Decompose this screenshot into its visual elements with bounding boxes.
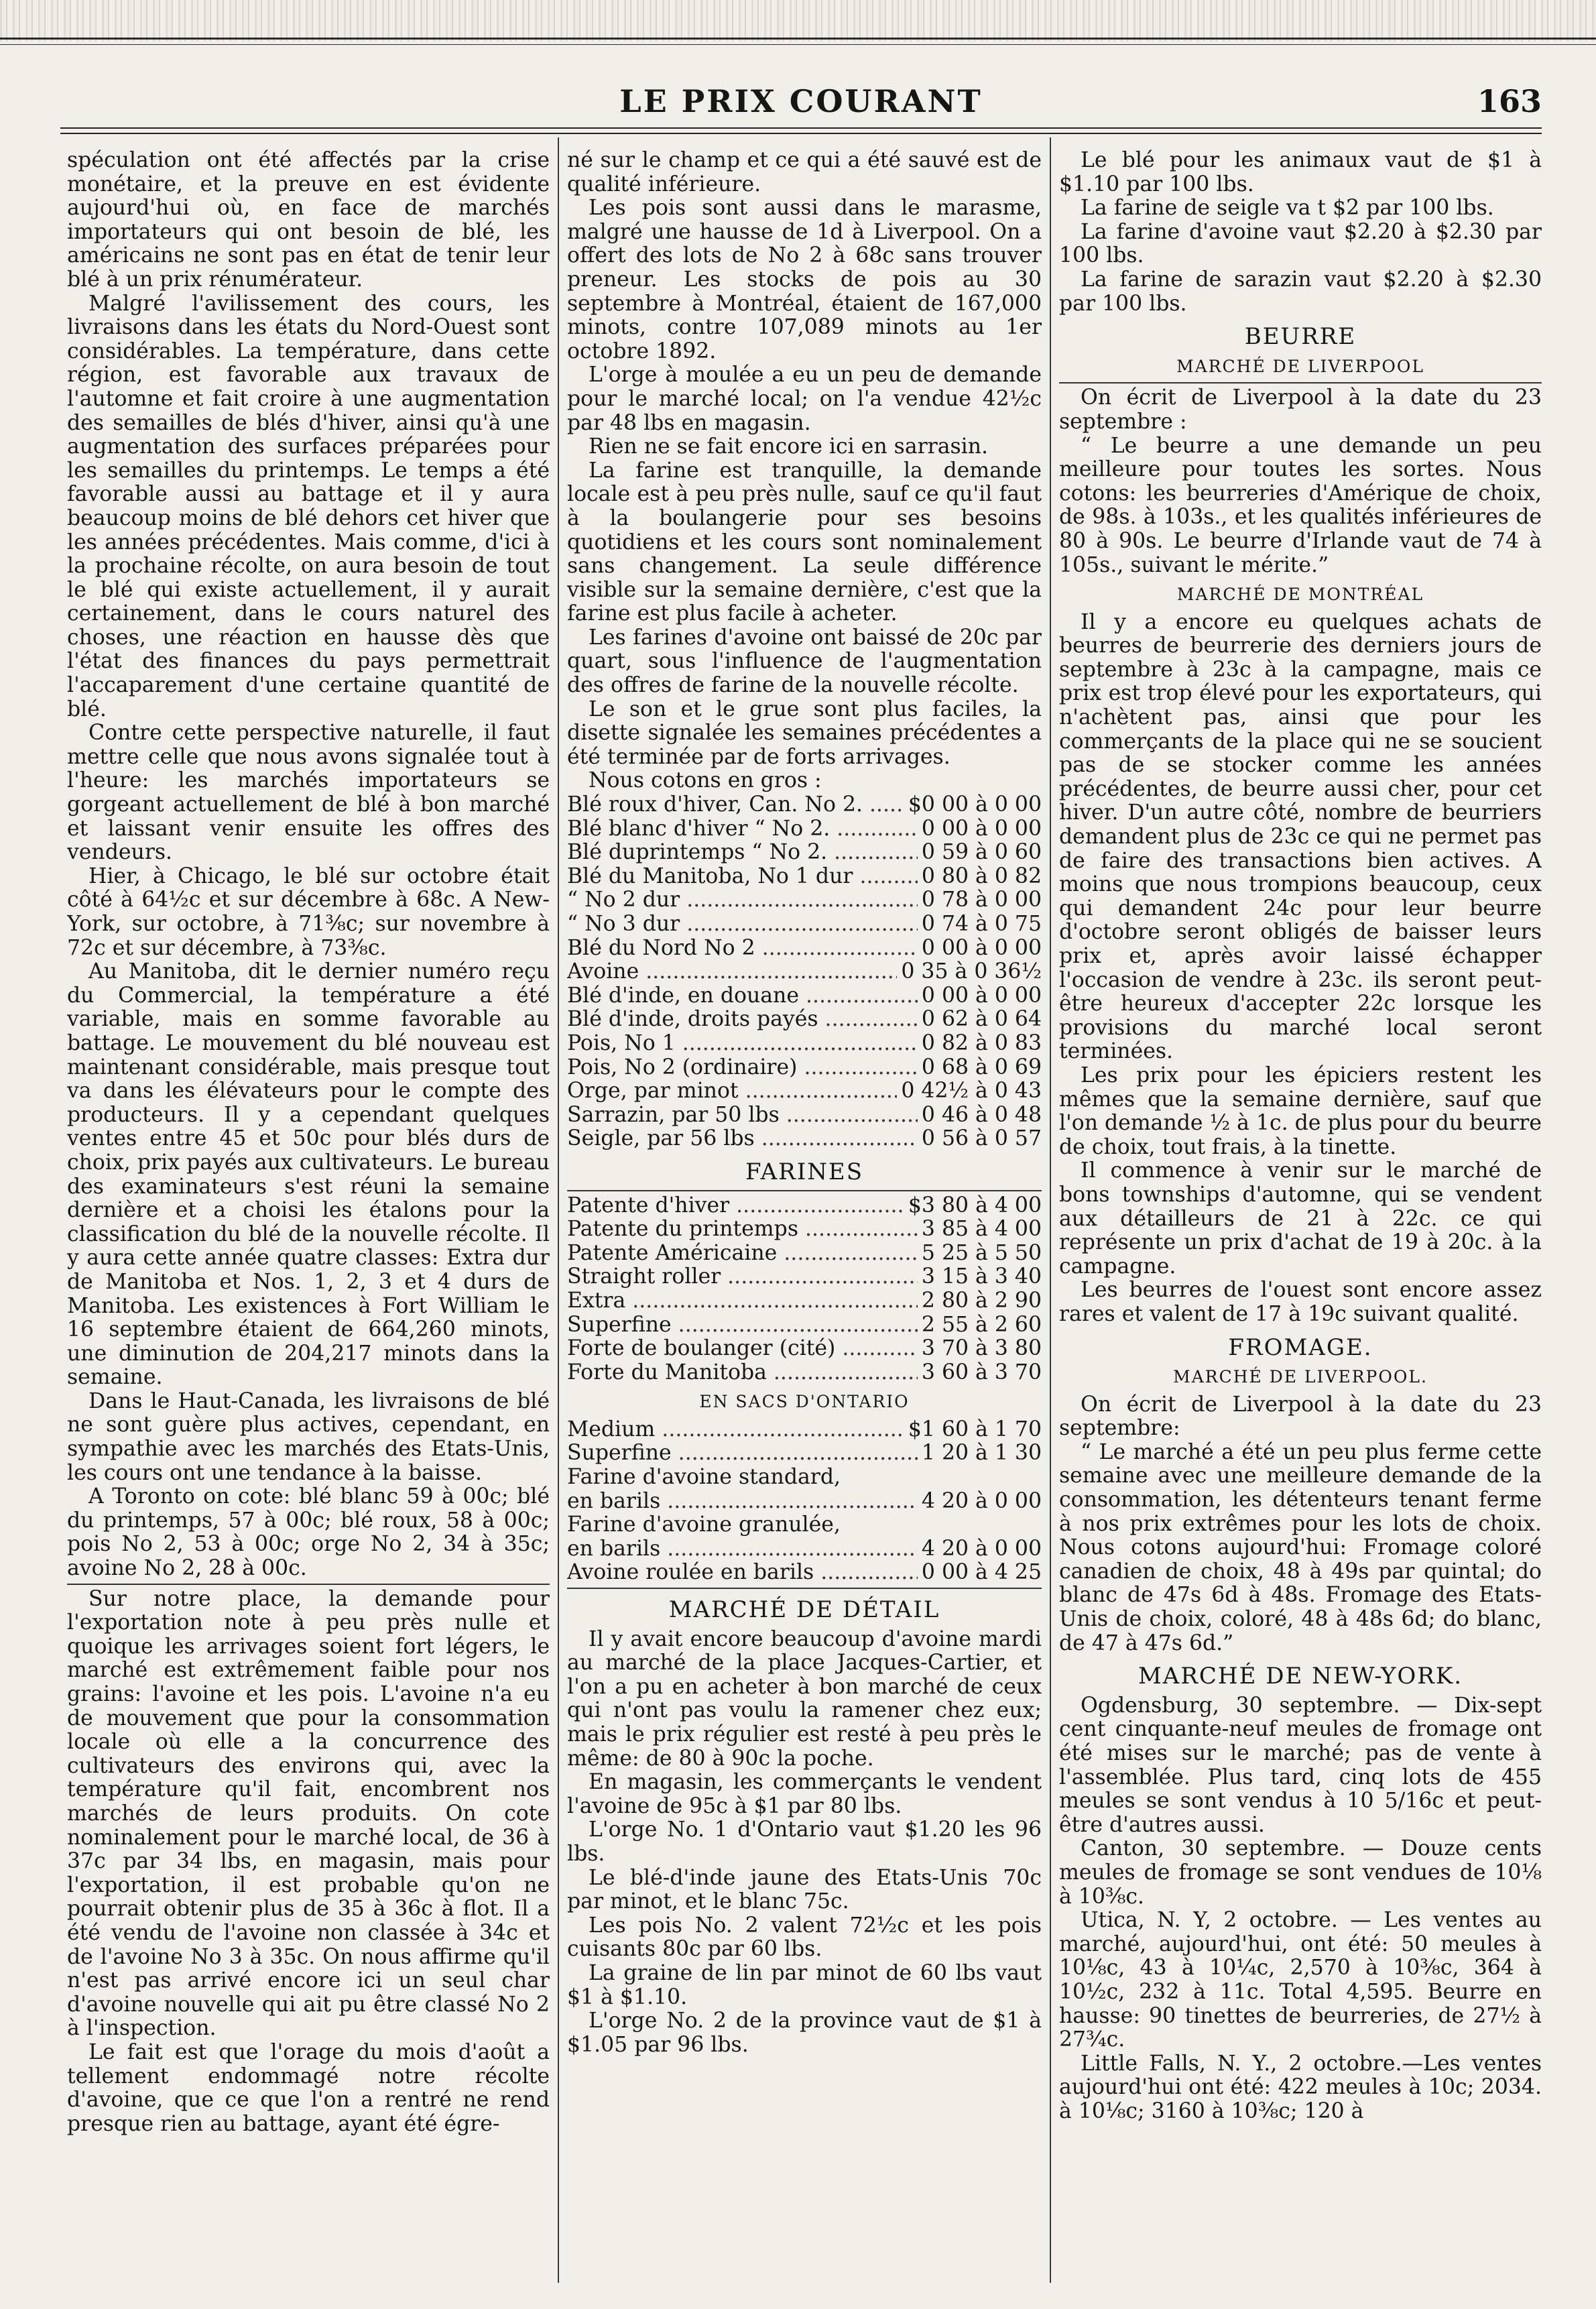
- price-label: Medium .....: [567, 1418, 904, 1442]
- paragraph: L'orge No. 1 d'Ontario vaut $1.20 les 96 lbs.: [567, 1818, 1042, 1866]
- price-row: [567, 1466, 1042, 1490]
- sacs-heading: EN SACS D'ONTARIO: [699, 1392, 910, 1412]
- paragraph: On écrit de Liverpool à la date du 23 septembre:: [1059, 1392, 1542, 1441]
- price-value: [1038, 1466, 1042, 1490]
- column-3: [1059, 149, 1542, 2274]
- price-value: 0 74 à 0 75: [921, 912, 1042, 936]
- price-value: 0 35 à 0 36½: [901, 959, 1042, 984]
- price-label: Farine d'avoine granulée,: [567, 1513, 841, 1537]
- beurre-liverpool-heading: MARCHÉ DE LIVERPOOL: [1176, 356, 1424, 376]
- top-rule: [0, 38, 1596, 40]
- price-label: Extra .....: [567, 1289, 918, 1313]
- price-row: [567, 1337, 1042, 1361]
- paragraph: Sur notre place, la demande pour l'exportation note à peu près nulle et quoique les arrivages soient fort légers, le marché est extrêmement faible pour nos grains: l'avoine et les pois. L'avoine n'a eu de mouvement que pour la consommation locale où elle a la concurrence des cultivateurs des environs qui, avec la température qu'il fait, encombrent nos marchés de leurs produits. On cote nominalement pour le marché local, de 36 à 37c par 34 lbs, en magasin, mais pour l'exportation, il est probable qu'on ne pourrait obtenir plus de 35 à 36c à flot. Il a été vendu de l'avoine non classée à 34c et de l'avoine No 3 à 35c. On nous affirme qu'il n'est pas arrivé encore ici un seul char d'avoine nouvelle qui ait pu être classé No 2 à l'inspection.: [67, 1586, 550, 2041]
- beurre-montreal-heading: MARCHÉ DE MONTRÉAL: [1176, 585, 1424, 605]
- paragraph: Les pois sont aussi dans le marasme, malgré une hausse de 1d à Liverpool. On a offert des lots de No 2 à 68c sans trouver preneur. Les stocks de pois au 30 septembre à Montréal, étaient de 167,000 minots, contre 107,089 minots au 1er octobre 1892.: [567, 196, 1042, 363]
- price-row: [567, 1513, 1042, 1537]
- page-title: LE PRIX COURANT: [619, 83, 983, 119]
- price-label: Blé roux d'hiver, Can. No 2. .....: [567, 793, 904, 817]
- grains-price-table: [567, 793, 1042, 1151]
- divider: [1059, 382, 1542, 383]
- column-divider-1: [558, 137, 559, 2283]
- price-row: [567, 1490, 1042, 1514]
- price-row: [567, 1194, 1042, 1218]
- paragraph: L'orge à moulée a eu un peu de demande pour le marché local; on l'a vendue 42½c par 48 lbs en magasin.: [567, 363, 1042, 435]
- price-value: 0 46 à 0 48: [921, 1102, 1042, 1127]
- price-value: 1 20 à 1 30: [921, 1441, 1042, 1466]
- paragraph: Le blé-d'inde jaune des Etats-Unis 70c par minot, et le blanc 75c.: [567, 1865, 1042, 1914]
- paragraph: Rien ne se fait encore ici en sarrasin.: [589, 434, 989, 459]
- price-row: [567, 888, 1042, 912]
- price-label: Patente Américaine .....: [567, 1242, 918, 1266]
- price-row: [567, 1537, 1042, 1561]
- price-row: [567, 793, 1042, 817]
- paragraph: Il y avait encore beaucoup d'avoine mardi au marché de la place Jacques-Cartier, et l'on a pu en acheter à bon marché de ceux qui n'ont pas voulu la ramener chez eux; mais le prix régulier est resté à peu près le même: de 80 à 90c la poche.: [567, 1626, 1042, 1771]
- paragraph: Hier, à Chicago, le blé sur octobre était côté à 64½c et sur décembre à 68c. A New-York, sur octobre, à 71⅜c; sur novembre à 72c et sur décembre, à 73⅜c.: [67, 864, 550, 960]
- page-number: 163: [1477, 83, 1542, 119]
- beurre-heading: BEURRE: [1244, 323, 1357, 351]
- paragraph: La farine de seigle va t $2 par 100 lbs.: [1081, 196, 1494, 221]
- paragraph: Utica, N. Y, 2 octobre. — Les ventes au marché, aujourd'hui, ont été: 50 meules à 10⅛c, 43 à 10¼c, 2,570 à 10⅜c, 364 à 10½c, 232 à 11c. Total 4,595. Beurre en hausse: 90 tinettes de beurreries, de 27½ à 27¾c.: [1059, 1908, 1542, 2052]
- price-value: [1038, 1513, 1042, 1537]
- column-2: [567, 149, 1042, 2274]
- price-label: “ No 2 dur .....: [567, 888, 918, 912]
- paragraph: La graine de lin par minot de 60 lbs vaut $1 à $1.10.: [567, 1960, 1042, 2009]
- price-row: [567, 1561, 1042, 1585]
- price-label: Superfine .....: [567, 1441, 918, 1466]
- scanned-top-edge: [0, 0, 1596, 42]
- price-label: Blé duprintemps “ No 2. .....: [567, 841, 918, 865]
- price-label: Pois, No 1 .....: [567, 1032, 918, 1056]
- price-value: 5 25 à 5 50: [921, 1240, 1042, 1265]
- price-value: $3 80 à 4 00: [908, 1193, 1042, 1218]
- price-value: 4 20 à 0 00: [921, 1488, 1042, 1513]
- price-row: [567, 1218, 1042, 1242]
- price-value: 3 70 à 3 80: [921, 1336, 1042, 1361]
- paragraph: Le son et le grue sont plus faciles, la disette signalée les semaines précédentes a été terminée par de forts arrivages.: [567, 697, 1042, 769]
- price-label: Blé d'inde, en douane .....: [567, 984, 918, 1008]
- price-label: Patente d'hiver .....: [567, 1194, 904, 1218]
- price-value: 0 56 à 0 57: [921, 1126, 1042, 1151]
- price-row: [567, 1008, 1042, 1032]
- header-rule: [60, 127, 1542, 134]
- page-header: [60, 79, 1542, 126]
- price-row: [567, 1127, 1042, 1151]
- price-value: 0 00 à 0 00: [921, 935, 1042, 960]
- price-value: 3 85 à 4 00: [921, 1217, 1042, 1242]
- divider: [567, 1588, 1042, 1589]
- paragraph: spéculation ont été affectés par la crise monétaire, et la preuve en est évidente aujourd'hui où, en face de marchés importateurs qui ont besoin de blé, les américains ne sont pas en état de tenir leur blé à un prix rénumérateur.: [67, 149, 550, 292]
- grains-intro: Nous cotons en gros :: [589, 768, 822, 793]
- paragraph: En magasin, les commerçants le vendent l'avoine de 95c à $1 par 80 lbs.: [567, 1770, 1042, 1818]
- price-row: [567, 817, 1042, 841]
- paragraph: Le blé pour les animaux vaut de $1 à $1.10 par 100 lbs.: [1059, 149, 1542, 196]
- paragraph: Les farines d'avoine ont baissé de 20c par quart, sous l'influence de l'augmentation des offres de farine de la nouvelle récolte.: [567, 625, 1042, 698]
- paragraph: L'orge No. 2 de la province vaut de $1 à $1.05 par 96 lbs.: [567, 2009, 1042, 2057]
- price-value: 3 60 à 3 70: [921, 1360, 1042, 1384]
- price-row: [567, 1441, 1042, 1466]
- paragraph: Les beurres de l'ouest sont encore assez rares et valent de 17 à 19c suivant qualité.: [1059, 1278, 1542, 1326]
- paragraph: La farine d'avoine vaut $2.20 à $2.30 par 100 lbs.: [1059, 219, 1542, 268]
- price-label: Sarrazin, par 50 lbs .....: [567, 1104, 918, 1128]
- price-label: “ No 3 dur .....: [567, 912, 918, 937]
- price-label: Avoine .....: [567, 960, 897, 984]
- price-label: Blé d'inde, droits payés .....: [567, 1008, 918, 1032]
- price-value: 0 78 à 0 00: [921, 888, 1042, 912]
- price-label: Orge, par minot .....: [567, 1079, 897, 1104]
- price-row: [567, 841, 1042, 865]
- paragraph: Dans le Haut-Canada, les livraisons de blé ne sont guère plus actives, cependant, en sympathie avec les marchés des Etats-Unis, les cours ont une tendance à la baisse.: [67, 1388, 550, 1485]
- price-value: 4 20 à 0 00: [921, 1536, 1042, 1561]
- price-row: [567, 1418, 1042, 1442]
- price-label: Blé du Manitoba, No 1 dur .....: [567, 865, 918, 889]
- paragraph: né sur le champ et ce qui a été sauvé est de qualité inférieure.: [567, 149, 1042, 196]
- price-row: [567, 960, 1042, 984]
- paragraph: Ogdensburg, 30 septembre. — Dix-sept cent cinquante-neuf meules de fromage ont été mises sur le marché; pas de vente à l'assemblée. Plus tard, cinq lots de 455 meules se sont vendus à 10 5/16c et peut-être d'autres aussi.: [1059, 1693, 1542, 1837]
- price-value: 2 80 à 2 90: [921, 1288, 1042, 1313]
- divider: [567, 1190, 1042, 1191]
- paragraph: A Toronto on cote: blé blanc 59 à 00c; blé du printemps, 57 à 00c; blé roux, 58 à 00c; pois No 2, 53 à 00c; orge No 2, 34 à 35c; avoine No 2, 28 à 00c.: [67, 1484, 550, 1581]
- detail-heading: MARCHÉ DE DÉTAIL: [668, 1596, 940, 1624]
- price-value: 2 55 à 2 60: [921, 1312, 1042, 1337]
- paragraph: La farine est tranquille, la demande locale est à peu près nulle, sauf ce qu'il faut à la boulangerie pour ses besoins quotidiens et les cours sont nominalement sans changement. La seule différence visible sur la semaine dernière, c'est que la farine est plus facile à acheter.: [567, 458, 1042, 626]
- paragraph: Il y a encore eu quelques achats de beurres de beurrerie des derniers jours de septembre à 23c à la campagne, mais ce prix est trop élevé pour les exportateurs, qui n'achètent pas, ainsi que pour les commerçants de la place qui ne se soucient pas de se stocker comme les années précédentes, de beurre aussi cher, pour cet hiver. D'un autre côté, nombre de beurriers demandent plus de 23c ce qui ne permet pas de faire des transactions bien actives. A moins que nous trompions beaucoup, ceux qui demandent 24c pour leur beurre d'octobre seront obligés de baisser leurs prix et, après avoir laissé échapper l'occasion de vendre à 23c. ils seront peut-être heureux d'accepter 22c lorsque les provisions du marché local seront terminées.: [1059, 609, 1542, 1064]
- column-1: [67, 149, 550, 2274]
- price-label: Pois, No 2 (ordinaire) .....: [567, 1056, 918, 1080]
- paragraph: “ Le marché a été un peu plus ferme cette semaine avec une meilleure demande de la consommation, les détenteurs tenant ferme à nos prix extrêmes pour les lots de choix. Nous cotons aujourd'hui: Fromage coloré canadien de choix, 48 à 49s par quintal; do blanc de 47s 6d à 48s. Fromage des Etats-Unis de choix, coloré, 48 à 48s 6d; do blanc, de 47 à 47s 6d.”: [1059, 1439, 1542, 1655]
- price-value: $0 00 à 0 00: [908, 792, 1042, 817]
- price-value: 0 00 à 0 00: [921, 983, 1042, 1008]
- price-row: [567, 1361, 1042, 1385]
- paragraph: Canton, 30 septembre. — Douze cents meules de fromage se sont vendues de 10⅛ à 10⅜c.: [1059, 1836, 1542, 1909]
- price-row: [567, 912, 1042, 937]
- price-label: en barils .....: [567, 1490, 918, 1514]
- price-row: [567, 1242, 1042, 1266]
- price-label: Seigle, par 56 lbs .....: [567, 1127, 918, 1151]
- price-row: [567, 1104, 1042, 1128]
- price-row: [567, 937, 1042, 961]
- price-label: Forte du Manitoba .....: [567, 1361, 918, 1385]
- paragraph: On écrit de Liverpool à la date du 23 septembre :: [1059, 386, 1542, 434]
- price-value: 3 15 à 3 40: [921, 1264, 1042, 1289]
- price-value: 0 00 à 4 25: [921, 1560, 1042, 1585]
- price-row: [567, 984, 1042, 1008]
- paragraph: La farine de sarazin vaut $2.20 à $2.30 par 100 lbs.: [1059, 267, 1542, 316]
- price-label: Patente du printemps .....: [567, 1218, 918, 1242]
- sacs-price-table: [567, 1418, 1042, 1585]
- price-value: 0 59 à 0 60: [921, 840, 1042, 865]
- price-value: 0 00 à 0 00: [921, 816, 1042, 841]
- price-label: Blé du Nord No 2 .....: [567, 937, 918, 961]
- fromage-heading: FROMAGE.: [1228, 1334, 1373, 1361]
- price-value: 0 82 à 0 83: [921, 1030, 1042, 1055]
- paragraph: Le fait est que l'orage du mois d'août a tellement endommagé notre récolte d'avoine, que ce que l'on a rentré ne rend presque rien au battage, ayant été égre-: [67, 2039, 550, 2136]
- column-divider-2: [1050, 137, 1051, 2283]
- newyork-heading: MARCHÉ DE NEW-YORK.: [1138, 1663, 1463, 1690]
- price-label: Straight roller .....: [567, 1265, 918, 1289]
- farines-price-table: [567, 1194, 1042, 1385]
- price-row: [567, 1289, 1042, 1313]
- price-label: en barils .....: [567, 1537, 918, 1561]
- paragraph: Au Manitoba, dit le dernier numéro reçu du Commercial, la température a été variable, mais en somme favorable au battage. Le mouvement du blé nouveau est maintenant considérable, mais presque tout va dans les élévateurs pour le compte des producteurs. Il y a cependant quelques ventes entre 45 et 50c pour blés durs de choix, prix payés aux cultivateurs. Le bureau des examinateurs s'est réuni la semaine dernière et a choisi les étalons pour la classification du blé de la nouvelle récolte. Il y aura cette année quatre classes: Extra dur de Manitoba et Nos. 1, 2, 3 et 4 durs de Manitoba. Les existences à Fort William le 16 septembre étaient de 664,260 minots, une diminution de 204,217 minots dans la semaine.: [67, 959, 550, 1390]
- price-label: Blé blanc d'hiver “ No 2. .....: [567, 817, 918, 841]
- paragraph: “ Le beurre a une demande un peu meilleure pour toutes les sortes. Nous cotons: les beurreries d'Amérique de choix, de 98s. à 103s., et les qualités inférieures de 80 à 90s. Le beurre d'Irlande vaut de 74 à 105s., suivant le mérite.”: [1059, 433, 1542, 577]
- price-row: [567, 1032, 1042, 1056]
- price-row: [567, 1313, 1042, 1338]
- paragraph: Contre cette perspective naturelle, il faut mettre celle que nous avons signalée tout à l'heure: les marchés importateurs se gorgeant actuellement de blé à bon marché et laissant venir ensuite les offres des vendeurs.: [67, 721, 550, 865]
- price-row: [567, 1265, 1042, 1289]
- price-value: $1 60 à 1 70: [908, 1417, 1042, 1441]
- price-label: Avoine roulée en barils .....: [567, 1561, 918, 1585]
- price-row: [567, 1079, 1042, 1104]
- paragraph: Little Falls, N. Y., 2 octobre.—Les ventes aujourd'hui ont été: 422 meules à 10c; 2034. à 10⅛c; 3160 à 10⅜c; 120 à: [1059, 2051, 1542, 2123]
- fromage-liverpool-heading: MARCHÉ DE LIVERPOOL.: [1173, 1367, 1428, 1387]
- price-value: 0 68 à 0 69: [921, 1055, 1042, 1079]
- divider: [67, 1584, 550, 1585]
- price-label: Farine d'avoine standard,: [567, 1466, 841, 1490]
- price-value: 0 42½ à 0 43: [901, 1079, 1042, 1104]
- paragraph: Les pois No. 2 valent 72½c et les pois cuisants 80c par 60 lbs.: [567, 1913, 1042, 1962]
- price-label: Forte de boulanger (cité) .....: [567, 1337, 918, 1361]
- price-row: [567, 865, 1042, 889]
- price-label: Superfine .....: [567, 1313, 918, 1338]
- price-value: 0 80 à 0 82: [921, 864, 1042, 888]
- paragraph: Malgré l'avilissement des cours, les livraisons dans les états du Nord-Ouest sont considérables. La température, dans cette région, est favorable aux travaux de l'automne et fait croire à une augmentation des semailles de blés d'hiver, ainsi qu'à une augmentation des surfaces préparées pour les semailles du printemps. Le temps a été favorable aussi au battage et il y aura beaucoup moins de blé dehors cet hiver que les années précédentes. Mais comme, d'ici à la prochaine récolte, on aura besoin de tout le blé qui existe actuellement, il y aurait certainement, dans le cours naturel des choses, une réaction en hausse dès que l'état des finances du pays permettrait l'accaparement d'une certaine quantité de blé.: [67, 291, 550, 721]
- paragraph: Il commence à venir sur le marché de bons townships d'automne, qui se vendent aux détailleurs de 21 à 22c. ce qui représente un prix d'achat de 19 à 20c. à la campagne.: [1059, 1159, 1542, 1279]
- paragraph: Les prix pour les épiciers restent les mêmes que la semaine dernière, sauf que l'on demande ½ à 1c. de plus pour du beurre de choix, tout frais, à la tinette.: [1059, 1063, 1542, 1159]
- price-row: [567, 1056, 1042, 1080]
- price-value: 0 62 à 0 64: [921, 1007, 1042, 1032]
- farines-heading: FARINES: [745, 1158, 864, 1185]
- top-rule-thin: [0, 44, 1596, 45]
